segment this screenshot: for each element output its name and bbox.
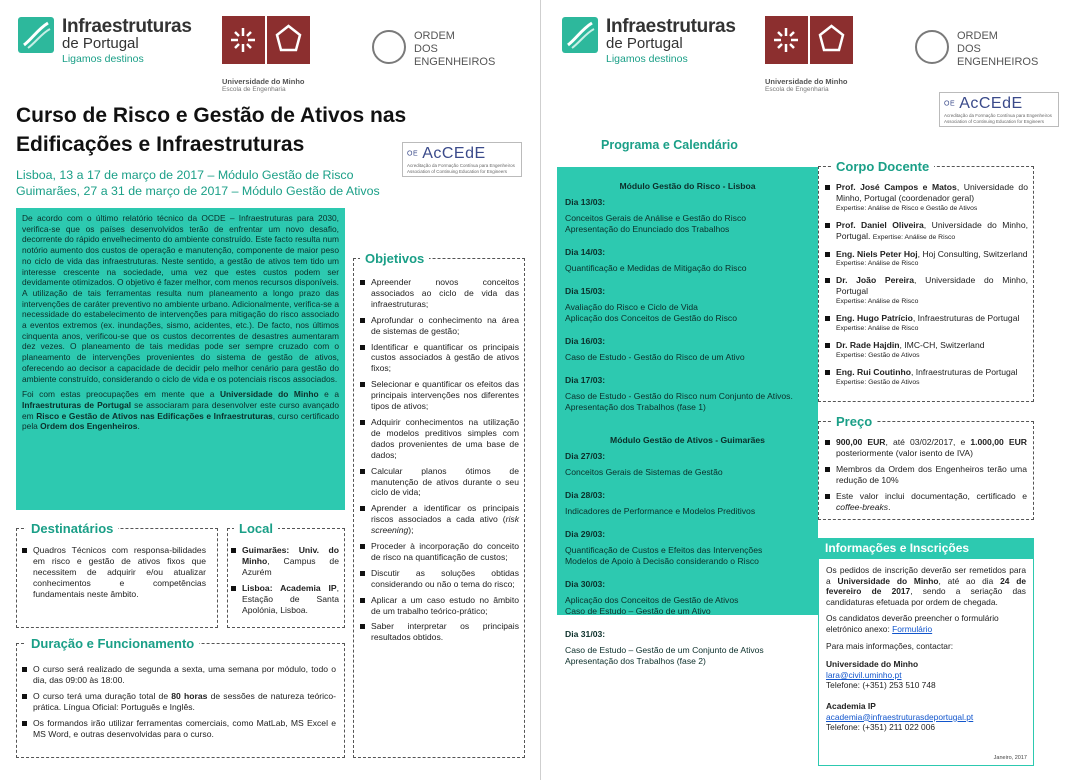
oe-text-2-right: DOS [957, 43, 981, 55]
docente-expertise: Expertise: Gestão de Ativos [836, 378, 920, 386]
local-g-bold: Univ. do Minho [242, 545, 339, 566]
ip-name-2-right: de Portugal [606, 35, 683, 52]
document-date: Janeiro, 2017 [993, 755, 1027, 761]
uminho-school: Escola de Engenharia [222, 86, 286, 93]
schedule-day-topic: Indicadores de Performance e Modelos Preditivos [565, 506, 756, 516]
duracao-item-3: Os formandos irão utilizar ferramentas comerciais, como MatLab, MS Excel e MS Word, e outras desenvolvidas para o curso. [20, 718, 336, 740]
objetivo-item: Saber interpretar os principais resultados obtidos. [358, 621, 519, 643]
destinatarios-item: Quadros Técnicos com responsa-bilidades em risco e gestão de ativos fixos que necessitem de adquirir e/ou atualizar conhecimentos e competências fundamentais neste âmbito. [20, 545, 206, 600]
objetivo-risk-text: Aprender a identificar os principais riscos associados a cada ativo ( [371, 503, 519, 525]
docente-name: Dr. Rade Hajdin [836, 339, 900, 350]
uminho-logo-right [765, 16, 853, 64]
programa-title: Programa e Calendário [601, 138, 738, 152]
uminho-emblem-icon [222, 16, 310, 64]
schedule-day-topic: Caso de Estudo – Gestão de um Conjunto de Ativos [565, 645, 764, 655]
oe-text-3-right: ENGENHEIROS [957, 56, 1039, 68]
accede-sub-2-right: Association of Continuing Education for Engineers [944, 118, 1045, 124]
info-p3: Para mais informações, contactar: [826, 640, 954, 651]
docente-item [823, 313, 1028, 335]
schedule-day-label: Dia 27/03: [565, 451, 606, 461]
destinatarios-title: Destinatários [26, 521, 118, 537]
schedule-day-label: Dia 28/03: [565, 490, 606, 500]
date-line-1: Lisboa, 13 a 17 de março de 2017 – Módulo Gestão de Risco [16, 168, 354, 182]
intro-p2-i: . [137, 421, 140, 432]
right-page [540, 0, 1080, 780]
docente-expertise: Expertise: Análise de Risco [836, 298, 919, 306]
duracao-i2b: 80 horas [171, 690, 208, 701]
accede-oe: OE [407, 150, 419, 158]
docente-affiliation: , Hoj Consulting, Switzerland [917, 248, 1028, 259]
ip-tagline: Ligamos destinos [62, 53, 144, 65]
info-t2: Os candidatos deverão preencher o formulário eletrónico anexo: [826, 613, 999, 634]
info-t1e: , sendo a seriação das candidaturas efetuada por ordem de chegada. [826, 586, 1026, 607]
preco-p1a: 900,00 EUR [836, 437, 886, 447]
local-item-lisboa [229, 583, 339, 616]
docente-name: Dr. João Pereira [836, 275, 915, 286]
docente-item [823, 340, 1028, 362]
schedule-day-label: Dia 29/03: [565, 529, 606, 539]
schedule-day-label: Dia 14/03: [565, 247, 606, 257]
intro-p2-g: , curso certificado pela [22, 410, 339, 432]
ip-logo [18, 16, 192, 65]
duracao-title: Duração e Funcionamento [26, 636, 199, 652]
ip-name-1-right: Infraestruturas [606, 16, 736, 37]
oe-text-1-right: ORDEM [957, 30, 998, 42]
local-l-rest: , Estação de Santa Apolónia, Lisboa. [242, 582, 339, 615]
ip-name [62, 16, 192, 37]
info-title: Informações e Inscrições [819, 539, 1033, 559]
destinatarios-list [20, 545, 206, 605]
info-t1b: Universidade do Minho [837, 575, 939, 586]
objetivo-item: Apreender novos conceitos associados ao ciclo de vida das infraestruturas; [358, 277, 519, 310]
duracao-item-1: O curso será realizado de segunda a sexta, uma semana por módulo, todo o dia, das 09:00 às 18:00. [20, 664, 336, 686]
accede-main: AcCEdE [422, 145, 486, 162]
objetivo-item: Adquirir conhecimentos na utilização de modelos preditivos simples com dados provenientes de uma base de dados; [358, 417, 519, 461]
info-t1a: Os pedidos de inscrição deverão ser remetidos para a [826, 565, 1026, 586]
docente-item [823, 249, 1028, 271]
intro-p2-h: Ordem dos Engenheiros [40, 421, 138, 432]
docente-affiliation: , Infraestruturas de Portugal [910, 366, 1018, 377]
schedule-day-topic: Quantificação de Custos e Efeitos das Intervenções [565, 545, 763, 555]
objetivo-item: Discutir as soluções obtidas considerando ou não o tema do risco; [358, 568, 519, 590]
module-1-title: Módulo Gestão do Risco - Lisboa [619, 181, 756, 191]
ip-tagline-right: Ligamos destinos [606, 53, 688, 65]
uminho-logo [222, 16, 310, 64]
docente-affiliation: , Infraestruturas de Portugal [912, 313, 1020, 324]
docente-expertise: Expertise: Gestão de Ativos [836, 351, 920, 359]
docente-name: Eng. Hugo Patrício [836, 313, 913, 324]
module-2-title: Módulo Gestão de Ativos - Guimarães [610, 435, 765, 445]
docente-item [823, 182, 1028, 215]
info-p2 [826, 613, 1026, 634]
uminho-emblem-icon [765, 16, 853, 64]
title-line-2: Edificações e Infraestruturas [16, 133, 305, 156]
corpo-list [823, 182, 1028, 394]
intro-p2-d: Infraestruturas de Portugal [22, 399, 132, 410]
duracao-i2a: O curso terá uma duração total de [33, 690, 172, 701]
schedule-day-topic: Caso de Estudo – Gestão de um Ativo [565, 606, 711, 616]
ip-name-2: de Portugal [62, 35, 139, 52]
preco-item-1 [823, 437, 1027, 459]
info-body [819, 559, 1033, 739]
docente-expertise: Expertise: Análise de Risco [872, 233, 956, 241]
ip-logo-mark-icon [18, 17, 54, 53]
schedule-day-topic: Conceitos Gerais de Sistemas de Gestão [565, 467, 723, 477]
programa-box [557, 167, 818, 666]
docente-name: Eng. Rui Coutinho [836, 366, 911, 377]
objetivo-risk-italic: risk screening [371, 514, 519, 536]
objetivo-item: Identificar e quantificar os principais custos associados à gestão de ativos fixos; [358, 342, 519, 375]
oe-text-right [957, 30, 1038, 69]
schedule-day-label: Dia 17/03: [565, 375, 606, 385]
schedule-day-topic: Caso de Estudo - Gestão do Risco de um Ativo [565, 352, 745, 362]
schedule-day-topic: Apresentação dos Trabalhos (fase 2) [565, 656, 706, 666]
accede-logo-right [939, 92, 1059, 127]
docente-item [823, 367, 1028, 389]
info-p1 [826, 565, 1026, 607]
formulario-link[interactable]: Formulário [892, 623, 933, 634]
aip-email-link[interactable]: academia@infraestruturasdeportugal.pt [826, 711, 974, 722]
preco-p3b: coffee-breaks [836, 501, 889, 512]
schedule-day-topic: Quantificação e Medidas de Mitigação do Risco [565, 263, 747, 273]
corpo-title: Corpo Docente [831, 159, 934, 175]
preco-p1d: posteriormente (valor isento de IVA) [836, 447, 973, 458]
oe-seal-icon [372, 30, 406, 64]
docente-name: Prof. Daniel Oliveira [836, 219, 924, 230]
docente-name: Eng. Niels Peter Hoj [836, 248, 918, 259]
docente-item [823, 220, 1028, 244]
preco-p3c: . [888, 501, 891, 512]
preco-p1c: 1.000,00 EUR [970, 437, 1027, 447]
docente-affiliation: , IMC-CH, Switzerland [899, 339, 985, 350]
objetivo-item: Aprofundar o conhecimento na área de sistemas de gestão; [358, 315, 519, 337]
local-g-rest: , Campus de Azurém [242, 555, 339, 577]
intro-paragraph-1: De acordo com o último relatório técnico da OCDE – Infraestruturas para 2030, verifica-se que os países desenvolvidos terão de enfrentar um novo desafio, decorrente do rápido envelhecimento do ambiente construído. Este facto resulta num notório aumento dos custos de operação e manutenção, componente de maior peso no ciclo de vida das infraestruturas. Neste sentido, a gestão de ativos tem tido um interesse crescente na sociedade, uma vez que estes custos podem ser devidamente otimizados. O objetivo é fazer melhor, com menos recursos disponíveis. A utilização de tais ferramentas resulta num planeamento a longo prazo das intervenções de caráter preventivo no ambiente urbano. Adicionalmente, verifica-se a necessidade do estabelecimento de intervenções para mitigação do risco associado a eventos extremos (ex. inundações, sismo, acidentes, etc.). De facto, nos últimos cinquenta anos, verificou-se que os custos decorrentes de desastres aumentaram dez vezes. O planeamento de tais medidas pode ser sempre cruzado com o planeamento de intervenções provenientes do sistema de gestão de ativos, oferecendo ao decisor a capacidade de decidir pelo melhor cenário para gestão do ambiente construído, considerando o ciclo de vida e os potenciais riscos associados. [22, 213, 340, 384]
local-item-guimaraes [229, 545, 339, 578]
docente-name: Prof. José Campos e Matos [836, 182, 957, 192]
ip-name-1: Infraestruturas [62, 16, 192, 37]
ip-name-right [606, 16, 736, 37]
accede-sub-1-right: Acreditação da Formação Contínua para Engenheiros [944, 113, 1052, 118]
intro-p2-a: Foi com estas preocupações em mente que a [22, 389, 220, 400]
uminho-name-right: Universidade do Minho [765, 77, 848, 86]
schedule-day-topic: Aplicação dos Conceitos de Gestão de Ativos [565, 595, 739, 605]
schedule-day-label: Dia 30/03: [565, 579, 606, 589]
schedule-day-topic: Apresentação do Enunciado dos Trabalhos [565, 224, 730, 234]
schedule-day-label: Dia 31/03: [565, 629, 606, 639]
accede-oe-right: OE [944, 100, 956, 108]
schedule-day-topic: Avaliação do Risco e Ciclo de Vida [565, 302, 698, 312]
schedule-day-topic: Aplicação dos Conceitos de Gestão do Risco [565, 313, 737, 323]
page-title [16, 101, 406, 159]
duracao-i2c: de sessões de natureza teórico-prática. Língua Oficial: Português e Inglês. [33, 690, 336, 712]
um-email-link[interactable]: lara@civil.uminho.pt [826, 669, 902, 680]
module-1-days [565, 197, 810, 413]
duracao-item-2 [20, 691, 336, 713]
objetivo-item-risk [358, 503, 519, 536]
objetivos-title: Objetivos [360, 251, 429, 267]
schedule-day-label: Dia 15/03: [565, 286, 606, 296]
local-g-label: Guimarães: [242, 545, 299, 555]
info-um-name: Universidade do Minho [826, 659, 919, 670]
schedule-day-label: Dia 16/03: [565, 336, 606, 346]
preco-p3a: Este valor inclui documentação, certificado e [836, 490, 1027, 501]
oe-text-3: ENGENHEIROS [414, 56, 496, 68]
ip-logo-right [562, 16, 736, 65]
docente-item [823, 275, 1028, 308]
date-line-2: Guimarães, 27 a 31 de março de 2017 – Módulo Gestão de Ativos [16, 184, 380, 198]
preco-p1b: , até 03/02/2017, e [885, 437, 971, 447]
preco-title: Preço [831, 414, 877, 430]
accede-sub-2: Association of Continuing Education for Engineers [407, 168, 508, 174]
oe-text-2: DOS [414, 43, 438, 55]
accede-sub-1: Acreditação da Formação Contínua para Engenheiros [407, 163, 515, 168]
preco-list [823, 437, 1027, 517]
objetivos-list [358, 277, 519, 648]
intro-p2-c: e a [318, 389, 339, 400]
local-l-label: Lisboa: [242, 582, 281, 593]
accede-main-right: AcCEdE [959, 95, 1023, 112]
oe-text-1: ORDEM [414, 30, 455, 42]
intro-p2-e: se associaram para desenvolver este curso avançado em [22, 399, 339, 421]
title-line-1: Curso de Risco e Gestão de Ativos nas [16, 104, 407, 127]
info-t1c: , até ao dia [938, 575, 1001, 586]
um-telephone: Telefone: (+351) 253 510 748 [826, 680, 936, 691]
module-2-days [565, 451, 810, 667]
intro-p2-b: Universidade do Minho [220, 389, 319, 400]
intro-paragraph-2 [22, 389, 339, 432]
objetivo-item: Calcular planos ótimos de manutenção de ativos durante o seu ciclo de vida; [358, 466, 519, 499]
schedule-day-label: Dia 13/03: [565, 197, 606, 207]
objetivo-item: Aplicar a um caso estudo no âmbito de um trabalho teórico-prático; [358, 595, 519, 617]
oe-seal-icon [915, 30, 949, 64]
local-list [229, 545, 339, 620]
course-dates [16, 167, 380, 199]
docente-expertise: Expertise: Análise de Risco [836, 324, 919, 332]
docente-expertise: Expertise: Análise de Risco [836, 260, 919, 268]
oe-text [414, 30, 495, 69]
info-t1d: 24 de fevereiro de 2017 [826, 575, 1026, 597]
info-aip-name: Academia IP [826, 700, 876, 711]
duracao-list [20, 664, 336, 744]
preco-item-3 [823, 491, 1027, 513]
docente-affiliation: , Universidade do Minho, Portugal [836, 275, 1028, 297]
objetivo-risk-end: ); [408, 525, 414, 536]
objetivo-item: Selecionar e quantificar os efeitos das principais intervenções nos diferentes tipos de ativos; [358, 379, 519, 412]
local-l-bold: Academia IP [280, 582, 337, 593]
preco-item-2: Membros da Ordem dos Engenheiros terão uma redução de 10% [823, 464, 1027, 486]
aip-telephone: Telefone: (+351) 211 022 006 [826, 722, 936, 733]
schedule-day-topic: Modelos de Apoio à Decisão considerando o Risco [565, 556, 759, 566]
local-title: Local [234, 521, 278, 537]
intro-box [16, 208, 345, 510]
docente-affiliation: , Universidade do Minho, Portugal. [836, 219, 1029, 241]
uminho-school-right: Escola de Engenharia [765, 86, 829, 93]
objetivo-item: Proceder à incorporação do conceito de risco na quantificação de custos; [358, 541, 519, 563]
uminho-name: Universidade do Minho [222, 77, 305, 86]
intro-p2-f: Risco e Gestão de Ativos nas Edificações e Infraestruturas [36, 410, 273, 421]
schedule-day-topic: Conceitos Gerais de Análise e Gestão do Risco [565, 213, 747, 223]
info-box [818, 538, 1034, 766]
ip-logo-mark-icon [562, 17, 598, 53]
accede-logo [402, 142, 522, 177]
docente-affiliation: , Universidade do Minho, Portugal (coordenador geral) [836, 182, 1028, 203]
schedule-day-topic: Caso de Estudo - Gestão do Risco num Conjunto de Ativos. Apresentação dos Trabalhos (fase 1) [565, 391, 793, 412]
docente-expertise: Expertise: Análise de Risco e Gestão de Ativos [836, 204, 978, 212]
